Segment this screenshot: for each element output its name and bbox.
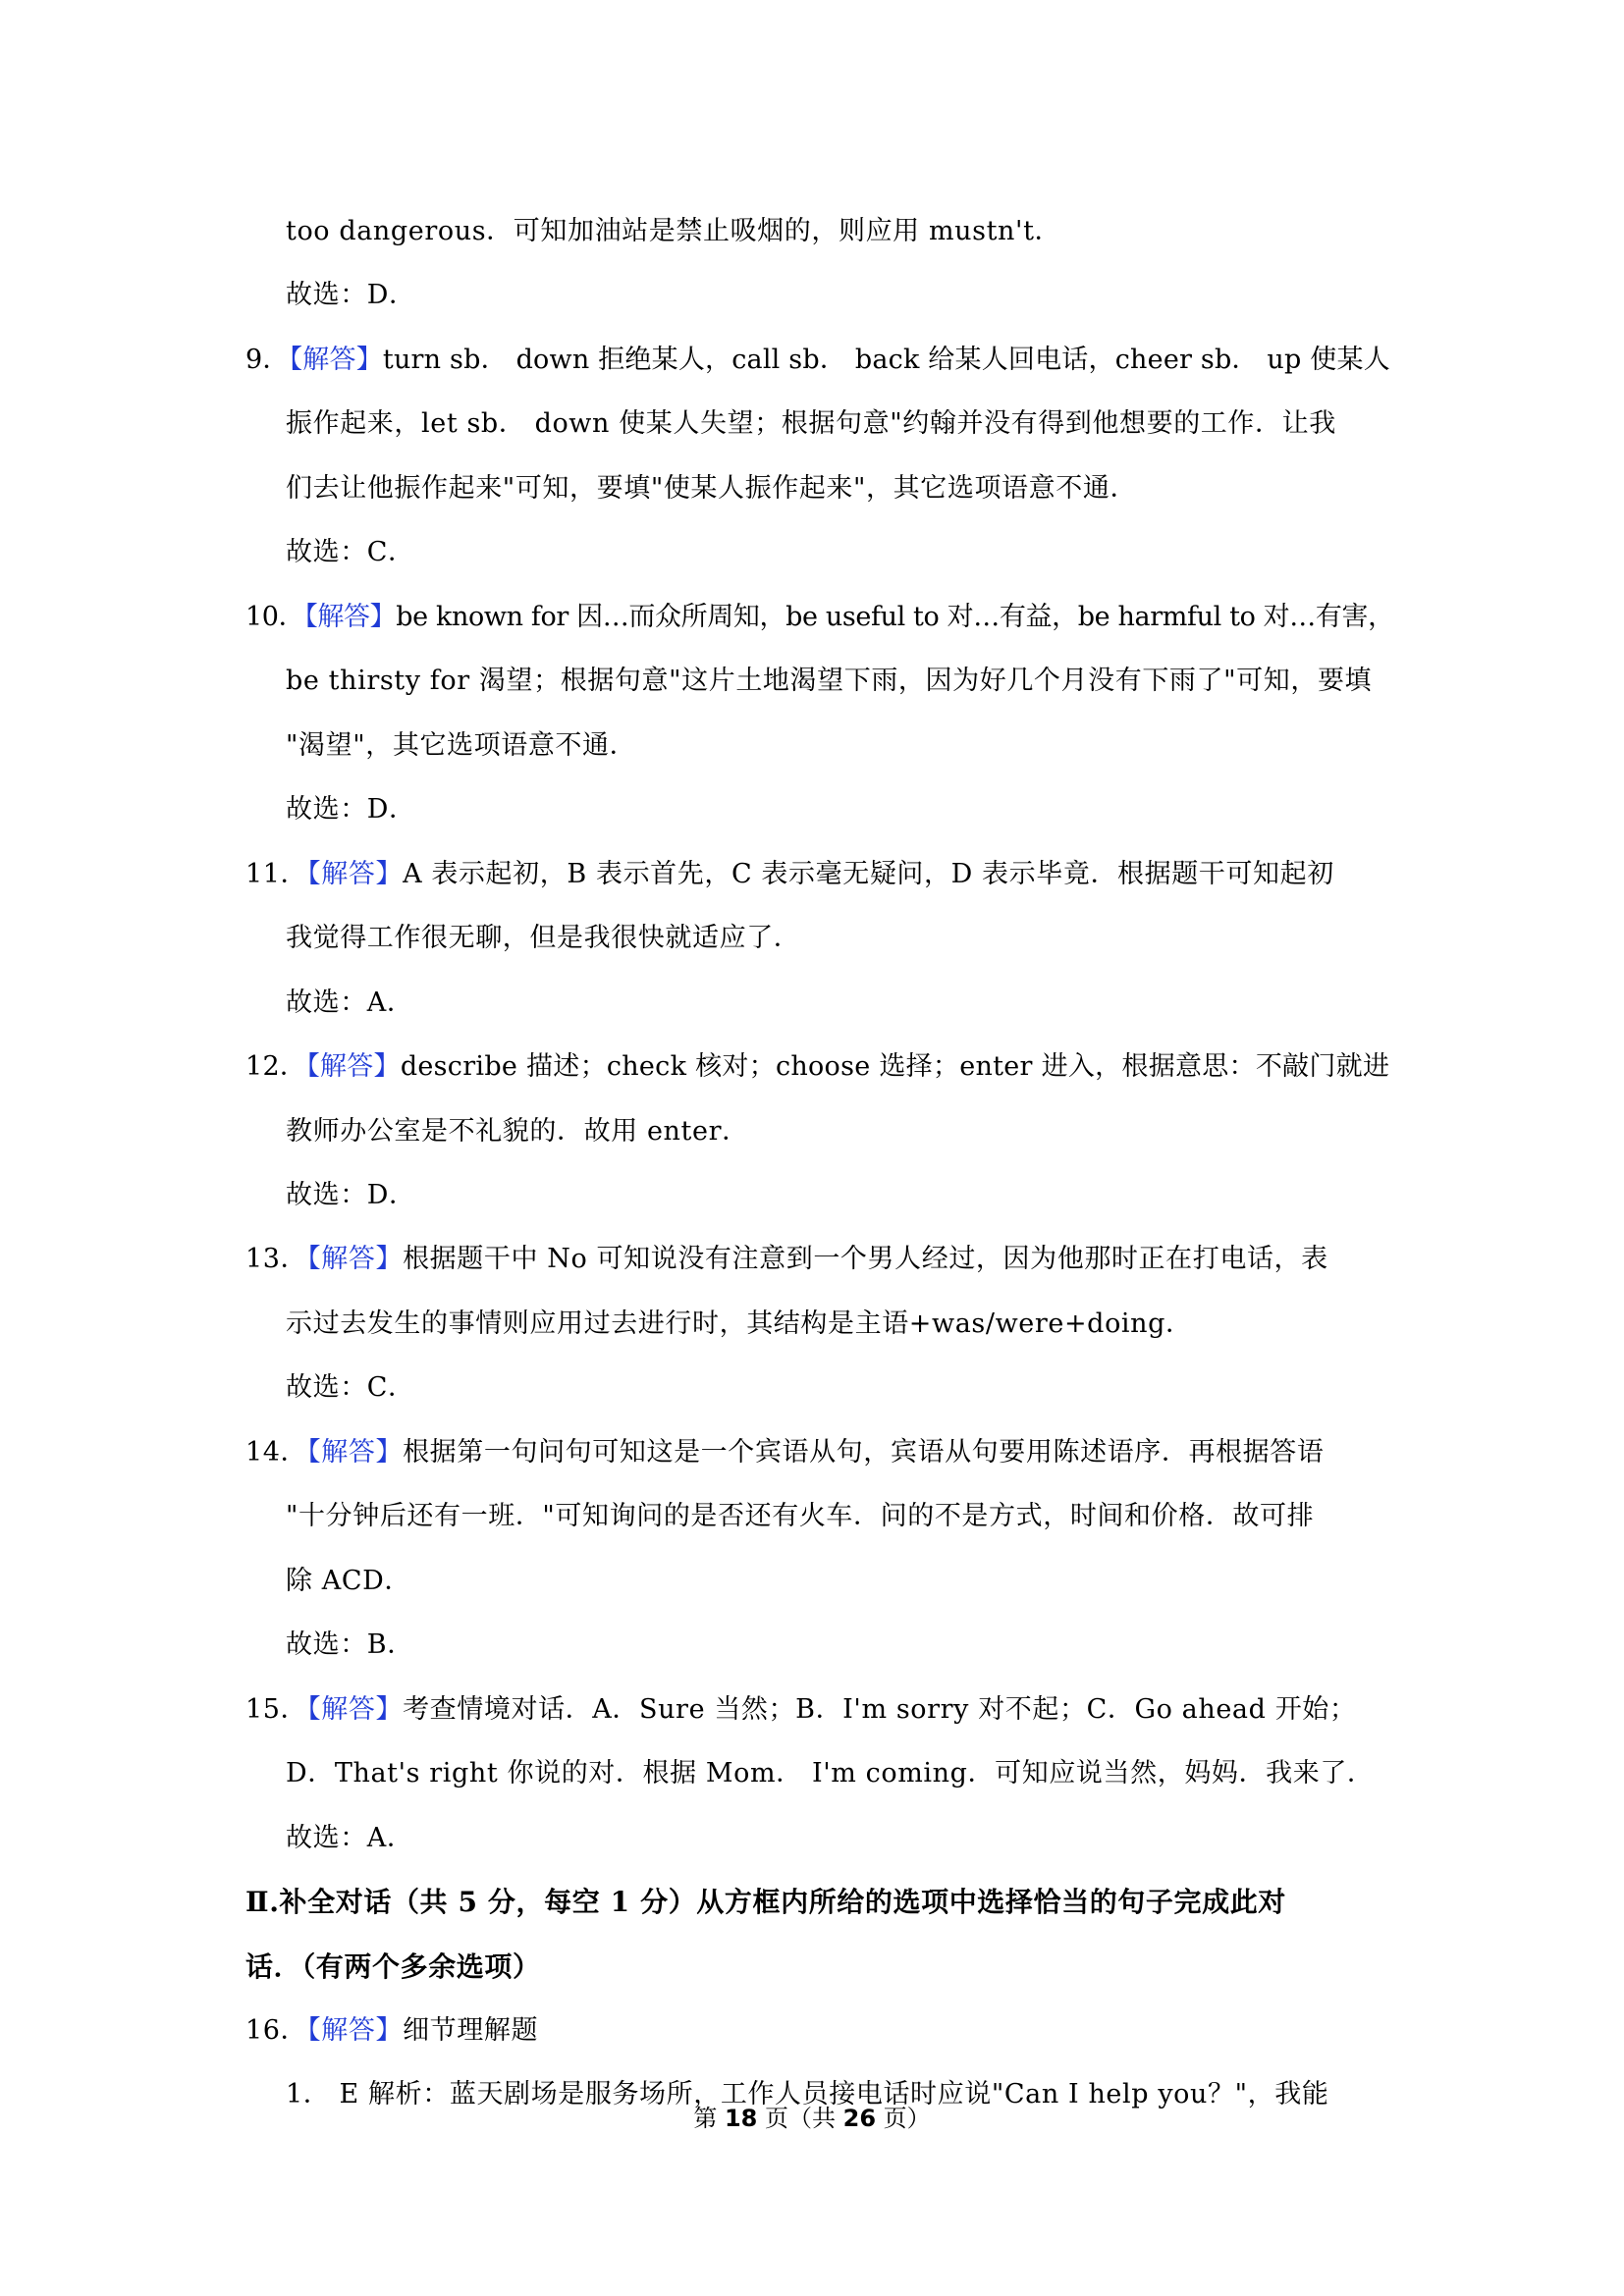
q11-text1: A 表示起初，B 表示首先，C 表示毫无疑问，D 表示毕竟．根据题干可知起初 (403, 859, 1334, 889)
q12-answer: 故选：D． (286, 1180, 416, 1210)
q13-number: 13． (245, 1244, 308, 1274)
q16-text1: 细节理解题 (403, 2015, 539, 2046)
q12-text1: describe 描述；check 核对；choose 选择；enter 进入，根据意思：不敲门就进 (400, 1051, 1390, 1082)
q10-answer: 故选：D． (286, 794, 416, 825)
q9-line2: 振作起来，let sb． down 使某人失望；根据句意"约翰并没有得到他想要的工作．让我 (286, 408, 1336, 439)
section-heading-line2: 话．（有两个多余选项） (245, 1950, 541, 1983)
q15-text1: 考查情境对话．A．Sure 当然；B．I'm sorry 对不起；C．Go ahead 开始； (403, 1694, 1357, 1725)
q9-text1: turn sb． down 拒绝某人，call sb． back 给某人回电话，cheer sb． up 使某人 (382, 345, 1390, 375)
q12-number: 12． (245, 1051, 307, 1082)
prev-answer: 故选：D． (286, 280, 416, 310)
q10-text1: be known for 因…而众所周知，be useful to 对…有益，be harmful to 对…有害， (396, 602, 1394, 632)
q10-number: 10． (245, 602, 305, 632)
q9-answer-tag: 【解答】 (289, 345, 383, 375)
q15-answer: 故选：A． (286, 1823, 414, 1853)
q10-line1 (245, 598, 1394, 637)
section-heading-line1: Ⅱ.补全对话（共 5 分，每空 1 分）从方框内所给的选项中选择恰当的句子完成此对 (245, 1886, 1286, 1918)
q14-number: 14． (245, 1437, 308, 1468)
footer-total-pages: 26 (842, 2105, 877, 2132)
page-footer (0, 2104, 1624, 2133)
q11-line2: 我觉得工作很无聊，但是我很快就适应了． (286, 923, 801, 953)
q11-answer-tag: 【解答】 (307, 859, 404, 889)
q15-line2: D．That's right 你说的对．根据 Mom． I'm coming．可知应说当然，妈妈．我来了． (286, 1758, 1375, 1789)
q13-line1 (245, 1240, 1328, 1279)
q15-answer-tag: 【解答】 (307, 1694, 404, 1725)
q12-answer-tag: 【解答】 (306, 1051, 401, 1082)
q13-answer: 故选：C． (286, 1372, 415, 1403)
footer-post: 页） (876, 2105, 931, 2132)
q11-line1 (245, 855, 1334, 894)
q9-line3: 们去让他振作起来"可知，要填"使某人振作起来"，其它选项语意不通． (286, 473, 1138, 504)
q16-answer-tag: 【解答】 (307, 2015, 404, 2046)
q16-line2: 1． E 解析：蓝天剧场是服务场所，工作人员接电话时应说"Can I help you？"，我能 (286, 2079, 1329, 2109)
q10-line2: be thirsty for 渴望；根据句意"这片土地渴望下雨，因为好几个月没有下雨了"可知，要填 (286, 666, 1373, 696)
q13-line2: 示过去发生的事情则应用过去进行时，其结构是主语+was/were+doing． (286, 1308, 1193, 1339)
footer-mid: 页（共 (757, 2105, 843, 2132)
q14-line1 (245, 1433, 1324, 1472)
q14-line3: 除 ACD． (286, 1566, 411, 1596)
q9-line1 (245, 341, 1390, 380)
q12-line2: 教师办公室是不礼貌的．故用 enter． (286, 1116, 749, 1147)
q16-number: 16． (245, 2015, 308, 2046)
footer-pre: 第 (693, 2105, 725, 2132)
q15-number: 15． (245, 1694, 308, 1725)
q10-line3: "渴望"，其它选项语意不通． (286, 730, 637, 761)
q14-answer: 故选：B． (286, 1629, 414, 1660)
prev-explanation-line: too dangerous．可知加油站是禁止吸烟的，则应用 mustn't． (286, 216, 1062, 246)
q12-line1 (245, 1047, 1389, 1087)
q14-line2: "十分钟后还有一班．"可知询问的是否还有火车．问的不是方式，时间和价格．故可排 (286, 1501, 1315, 1531)
q9-answer: 故选：C． (286, 537, 415, 567)
q10-answer-tag: 【解答】 (304, 602, 397, 632)
q11-number: 11． (245, 859, 308, 889)
footer-page-number: 18 (724, 2105, 758, 2132)
q9-number: 9． (245, 345, 290, 375)
q13-answer-tag: 【解答】 (307, 1244, 404, 1274)
q14-text1: 根据第一句问句可知这是一个宾语从句，宾语从句要用陈述语序．再根据答语 (403, 1437, 1325, 1468)
q16-line1 (245, 2011, 538, 2051)
q15-line1 (245, 1690, 1357, 1730)
q13-text1: 根据题干中 No 可知说没有注意到一个男人经过，因为他那时正在打电话，表 (403, 1244, 1328, 1274)
q14-answer-tag: 【解答】 (307, 1437, 404, 1468)
q11-answer: 故选：A． (286, 988, 414, 1018)
